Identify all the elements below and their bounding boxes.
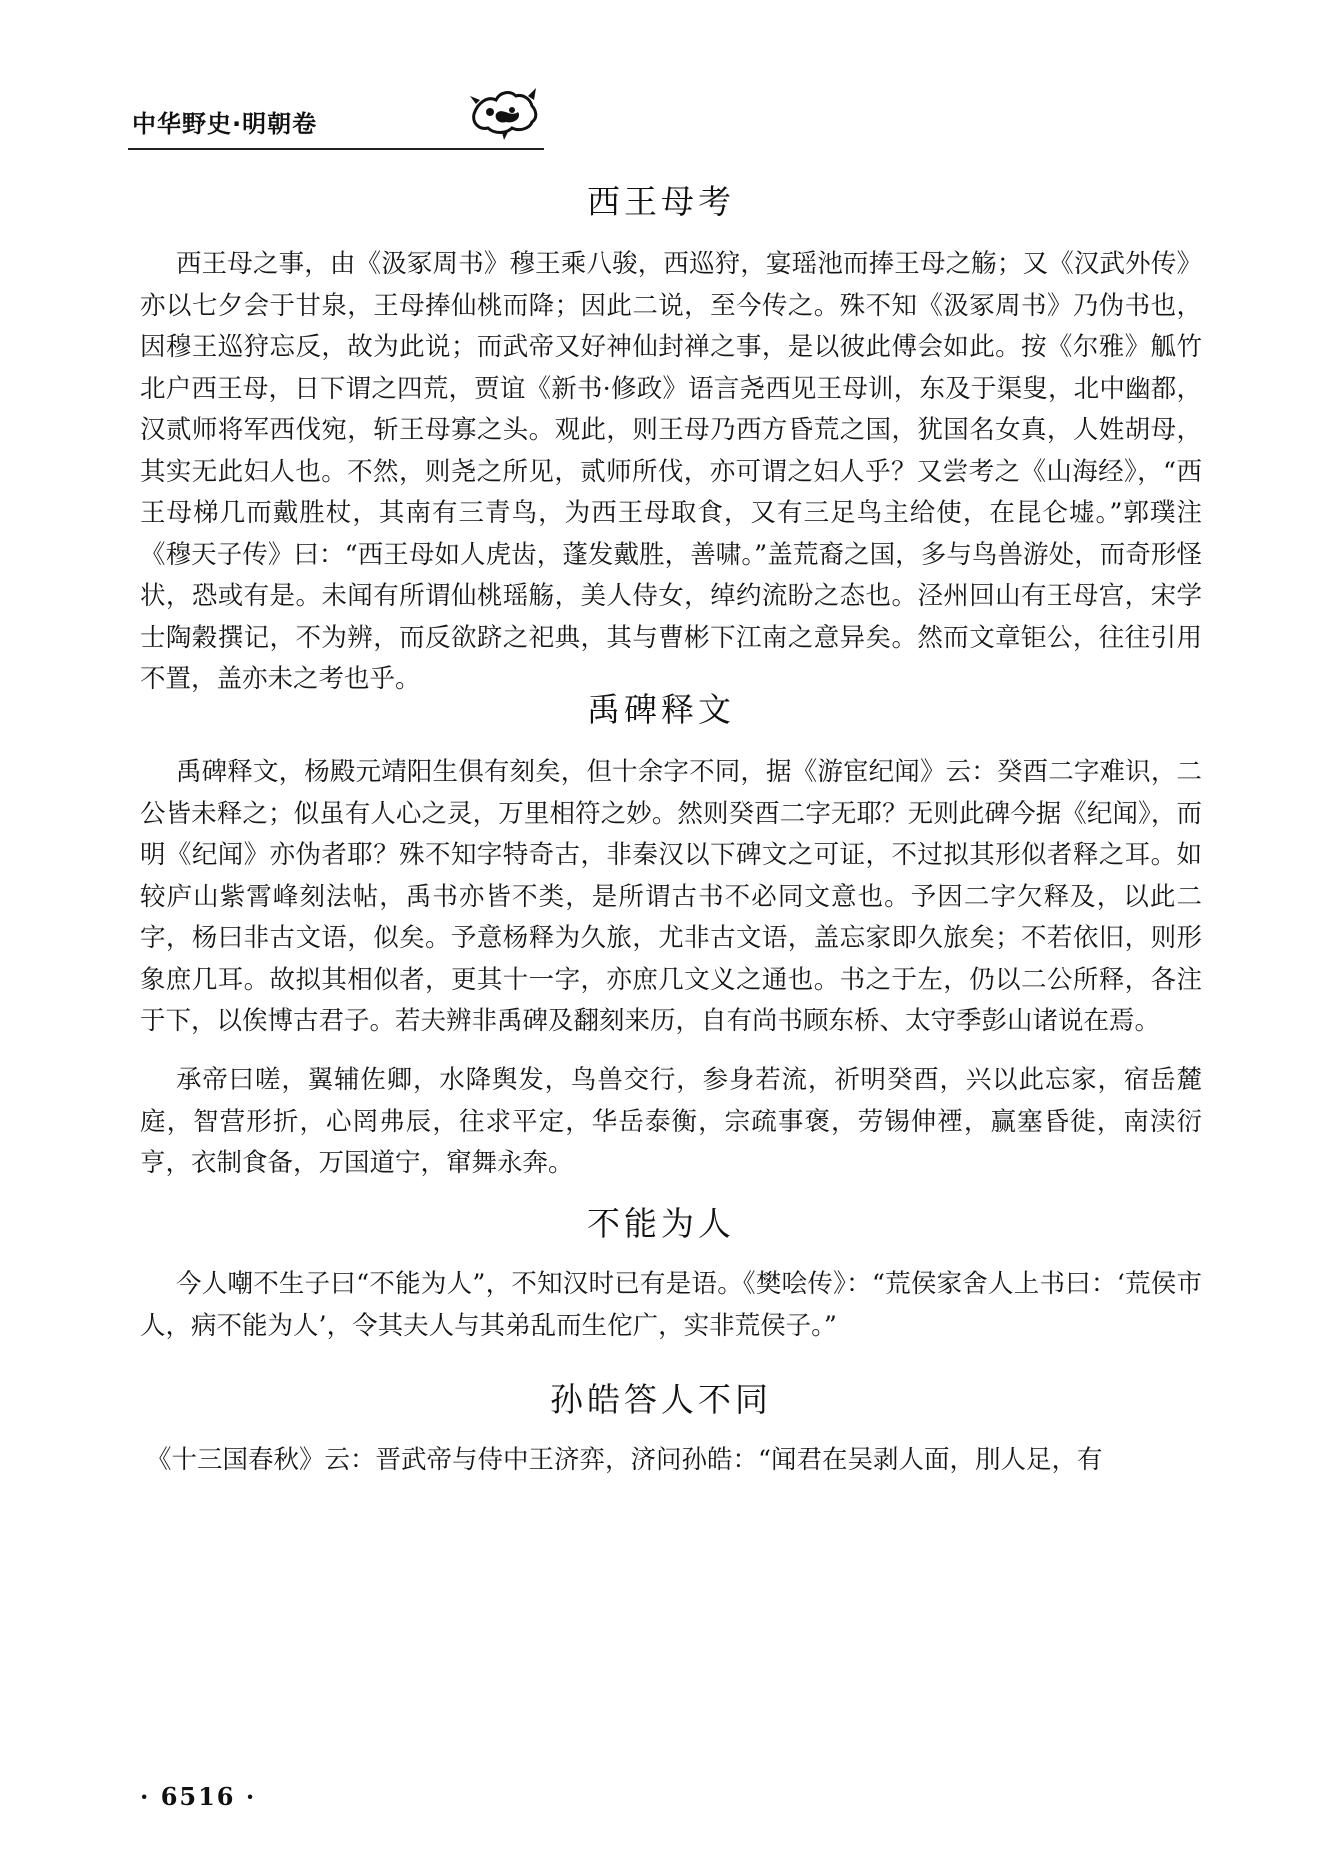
section-title-bunengweiren: 不能为人 <box>587 1204 735 1243</box>
paragraph: 禹碑释文，杨殿元靖阳生俱有刻矣，但十余字不同，据《游宦纪闻》云：癸酉二字难识，二公皆未释之；似虽有人心之灵，万里相符之妙。然则癸酉二字无耶？无则此碑今据《纪闻》，而明《纪闻》亦伪者耶？殊不知字特奇古，非秦汉以下碑文之可证，不过拟其形似者释之耳。如较庐山紫霄峰刻法帖，禹书亦皆不类，是所谓古书不必同文意也。予因二字欠释及，以此二字，杨曰非古文语，似矣。予意杨释为久旅，尤非古文语，盖忘家即久旅矣；不若依旧，则形象庶几耳。故拟其相似者，更其十一字，亦庶几文义之通也。书之于左，仍以二公所释，各注于下，以俟博古君子。若夫辨非禹碑及翻刻来历，自有尚书顾东桥、太守季彭山诸说在焉。 <box>140 757 1202 1036</box>
paragraph: 《十三国春秋》云：晋武帝与侍中王济弈，济问孙皓：“闻君在吴剥人面，刖人足，有 <box>146 1445 1103 1475</box>
section-title-sunhao: 孙皓答人不同 <box>550 1380 772 1419</box>
page-number: · 6516 · <box>140 1782 257 1811</box>
dragon-emblem-icon <box>466 84 542 140</box>
section-title-yubei: 禹碑释文 <box>587 690 735 729</box>
book-title: 中华野史·明朝卷 <box>132 110 318 138</box>
paragraph: 承帝曰嗟，翼辅佐卿，水降舆发，鸟兽交行，参身若流，祈明癸酉，兴以此忘家，宿岳麓庭，智营形折，心罔弗辰，往求平定，华岳泰衡，宗疏事褒，劳锡伸禋，赢塞昏徙，南渎衍亨，衣制食备，万国道宁，窜舞永奔。 <box>140 1065 1202 1178</box>
header-divider <box>128 148 544 150</box>
paragraph: 今人嘲不生子曰“不能为人”，不知汉时已有是语。《樊哙传》：“荒侯家舍人上书曰：‘荒侯市人，病不能为人’，令其夫人与其弟乱而生佗广，实非荒侯子。” <box>140 1269 1202 1341</box>
section-title-xiwangmu: 西王母考 <box>587 182 735 221</box>
paragraph: 西王母之事，由《汲冢周书》穆王乘八骏，西巡狩，宴瑶池而捧王母之觞；又《汉武外传》亦以七夕会于甘泉，王母捧仙桃而降；因此二说，至今传之。殊不知《汲冢周书》乃伪书也，因穆王巡狩忘反，故为此说；而武帝又好神仙封禅之事，是以彼此傅会如此。按《尔雅》觚竹北户西王母，日下谓之四荒，贾谊《新书·修政》语言尧西见王母训，东及于渠叟，北中幽都，汉贰师将军西伐宛，斩王母寡之头。观此，则王母乃西方昏荒之国，犹国名女真，人姓胡母，其实无此妇人也。不然，则尧之所见，贰师所伐，亦可谓之妇人乎？又尝考之《山海经》，“西王母梯几而戴胜杖，其南有三青鸟，为西王母取食，又有三足鸟主给使，在昆仑墟。”郭璞注《穆天子传》曰：“西王母如人虎齿，蓬发戴胜，善啸。”盖荒裔之国，多与鸟兽游处，而奇形怪状，恐或有是。未闻有所谓仙桃瑶觞，美人侍女，绰约流盼之态也。泾州回山有王母宫，宋学士陶穀撰记，不为辨，而反欲跻之祀典，其与曹彬下江南之意异矣。然而文章钜公，往往引用不置，盖亦未之考也乎。 <box>140 249 1202 694</box>
page-header <box>128 84 544 152</box>
